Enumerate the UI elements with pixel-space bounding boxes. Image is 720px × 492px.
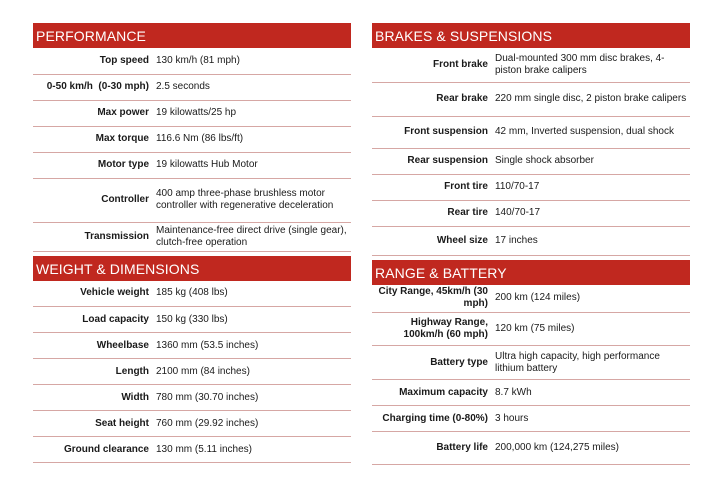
spec-row	[33, 437, 351, 463]
spec-value: 2100 mm (84 inches)	[155, 359, 351, 385]
spec-label: Max torque	[33, 126, 155, 152]
spec-label: Length	[33, 359, 155, 385]
right-column	[372, 23, 690, 465]
spec-value: 8.7 kWh	[494, 380, 690, 406]
spec-value: 3 hours	[494, 406, 690, 432]
spec-value: 400 amp three-phase brushless motor controller with regenerative deceleration	[155, 178, 351, 222]
spec-row	[33, 411, 351, 437]
spec-label: Controller	[33, 178, 155, 222]
spec-value: 42 mm, Inverted suspension, dual shock	[494, 116, 690, 148]
spec-value: 2.5 seconds	[155, 74, 351, 100]
spec-row	[372, 174, 690, 200]
range-battery-table	[372, 285, 690, 466]
spec-value: 1360 mm (53.5 inches)	[155, 333, 351, 359]
spec-label: Width	[33, 385, 155, 411]
spec-row	[33, 126, 351, 152]
spec-label: Max power	[33, 100, 155, 126]
spec-label: Rear brake	[372, 82, 494, 116]
spec-label: Rear tire	[372, 200, 494, 226]
spec-row	[372, 380, 690, 406]
spec-row	[372, 48, 690, 82]
spec-row	[33, 385, 351, 411]
spec-row	[372, 313, 690, 346]
spec-row	[33, 333, 351, 359]
spec-row	[33, 100, 351, 126]
spec-label: 0-50 km/h (0-30 mph)	[33, 74, 155, 100]
weight-dimensions-section	[33, 256, 351, 464]
range-battery-header: RANGE & BATTERY	[372, 260, 690, 285]
spec-value: 185 kg (408 lbs)	[155, 281, 351, 307]
weight-dimensions-header: WEIGHT & DIMENSIONS	[33, 256, 351, 281]
spec-label: Rear suspension	[372, 148, 494, 174]
spec-label: Seat height	[33, 411, 155, 437]
spec-label: Motor type	[33, 152, 155, 178]
spec-label: Wheelbase	[33, 333, 155, 359]
brakes-suspensions-table	[372, 48, 690, 256]
brakes-suspensions-section	[372, 23, 690, 256]
spec-row	[33, 74, 351, 100]
spec-value: 760 mm (29.92 inches)	[155, 411, 351, 437]
spec-label: Charging time (0-80%)	[372, 406, 494, 432]
spec-value: 120 km (75 miles)	[494, 313, 690, 346]
spec-row	[372, 116, 690, 148]
weight-dimensions-table	[33, 281, 351, 464]
spec-value: 200 km (124 miles)	[494, 285, 690, 313]
spec-label: Maximum capacity	[372, 380, 494, 406]
spec-value: 130 mm (5.11 inches)	[155, 437, 351, 463]
spec-row	[372, 82, 690, 116]
spec-label: Front brake	[372, 48, 494, 82]
spec-label: Battery type	[372, 346, 494, 380]
spec-value: Single shock absorber	[494, 148, 690, 174]
spec-label: Battery life	[372, 432, 494, 465]
spec-label: Transmission	[33, 222, 155, 251]
spec-label: Wheel size	[372, 226, 494, 255]
performance-table	[33, 48, 351, 252]
spec-value: Ultra high capacity, high performance lithium battery	[494, 346, 690, 380]
spec-row	[33, 222, 351, 251]
spec-row	[372, 148, 690, 174]
spec-value: 780 mm (30.70 inches)	[155, 385, 351, 411]
spec-row	[33, 178, 351, 222]
spec-row	[372, 432, 690, 465]
spec-value: 19 kilowatts/25 hp	[155, 100, 351, 126]
spec-label: Vehicle weight	[33, 281, 155, 307]
range-battery-section	[372, 260, 690, 466]
spec-row	[33, 152, 351, 178]
brakes-suspensions-header: BRAKES & SUSPENSIONS	[372, 23, 690, 48]
spec-label: Load capacity	[33, 307, 155, 333]
spec-value: 116.6 Nm (86 lbs/ft)	[155, 126, 351, 152]
spec-value: 150 kg (330 lbs)	[155, 307, 351, 333]
spec-label: Ground clearance	[33, 437, 155, 463]
spec-row	[372, 285, 690, 313]
spec-label: City Range, 45km/h (30 mph)	[372, 285, 494, 313]
spec-value: 200,000 km (124,275 miles)	[494, 432, 690, 465]
spec-value: 110/70-17	[494, 174, 690, 200]
spec-value: Dual-mounted 300 mm disc brakes, 4-piston brake calipers	[494, 48, 690, 82]
spec-value: 140/70-17	[494, 200, 690, 226]
spec-value: 19 kilowatts Hub Motor	[155, 152, 351, 178]
spec-value: 17 inches	[494, 226, 690, 255]
spec-row	[372, 406, 690, 432]
spec-row	[372, 226, 690, 255]
performance-section	[33, 23, 351, 252]
performance-header: PERFORMANCE	[33, 23, 351, 48]
spec-value: 130 km/h (81 mph)	[155, 48, 351, 74]
spec-row	[33, 281, 351, 307]
spec-label: Front suspension	[372, 116, 494, 148]
spec-label: Highway Range, 100km/h (60 mph)	[372, 313, 494, 346]
spec-row	[33, 307, 351, 333]
spec-label: Top speed	[33, 48, 155, 74]
spec-value: Maintenance-free direct drive (single gear), clutch-free operation	[155, 222, 351, 251]
left-column	[33, 23, 351, 463]
spec-value: 220 mm single disc, 2 piston brake calipers	[494, 82, 690, 116]
spec-label: Front tire	[372, 174, 494, 200]
spec-row	[33, 48, 351, 74]
spec-row	[372, 346, 690, 380]
spec-row	[33, 359, 351, 385]
spec-row	[372, 200, 690, 226]
